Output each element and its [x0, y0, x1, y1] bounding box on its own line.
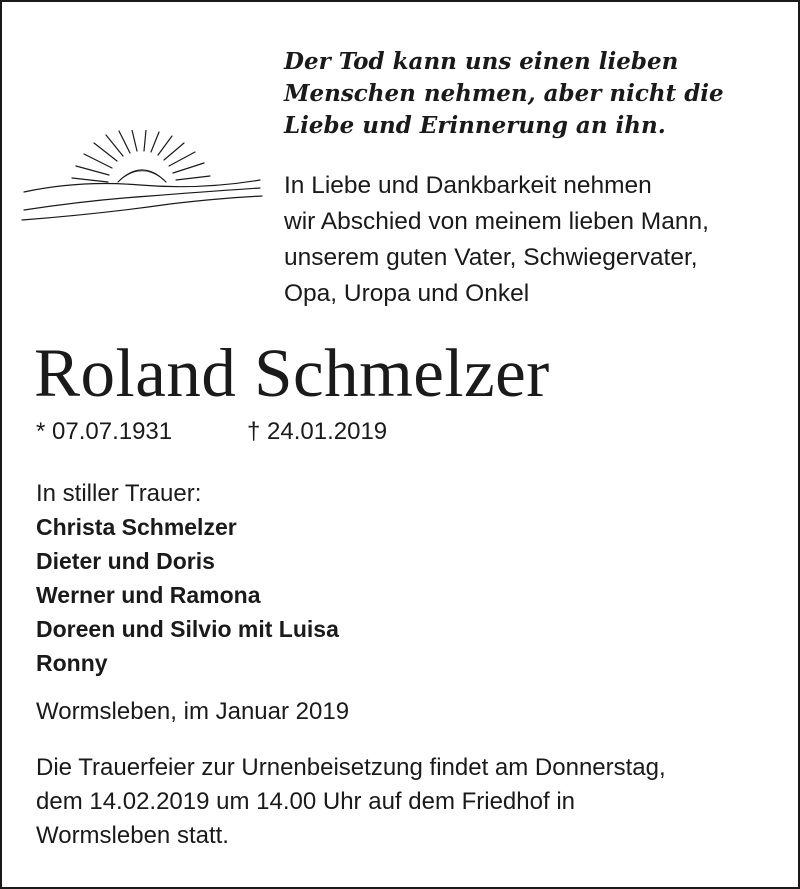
- farewell-text: [284, 168, 784, 312]
- birth-date: * 07.07.1931: [36, 418, 173, 445]
- mourner-name: Christa Schmelzer: [36, 514, 237, 540]
- farewell-line: wir Abschied von meinem lieben Mann,: [284, 208, 709, 235]
- memorial-quote: [284, 46, 784, 142]
- farewell-line: unserem guten Vater, Schwiegervater,: [284, 244, 698, 271]
- mourning-label: In stiller Trauer:: [36, 480, 202, 507]
- service-line: dem 14.02.2019 um 14.00 Uhr auf dem Friedhof in: [36, 788, 575, 815]
- quote-line: Liebe und Erinnerung an ihn.: [284, 112, 666, 139]
- deceased-name: Roland Schmelzer: [34, 335, 550, 411]
- mourner-name: Dieter und Doris: [36, 548, 215, 574]
- mourner-name: Werner und Ramona: [36, 582, 261, 608]
- death-date: † 24.01.2019: [247, 418, 388, 445]
- place-and-date: Wormsleben, im Januar 2019: [36, 698, 350, 725]
- farewell-line: Opa, Uropa und Onkel: [284, 280, 530, 307]
- service-line: Wormsleben statt.: [36, 822, 229, 849]
- farewell-line: In Liebe und Dankbarkeit nehmen: [284, 172, 652, 199]
- quote-line: Menschen nehmen, aber nicht die: [284, 80, 724, 107]
- mourners-list: [36, 510, 339, 680]
- mourner-name: Doreen und Silvio mit Luisa: [36, 616, 339, 642]
- quote-line: Der Tod kann uns einen lieben: [284, 48, 679, 75]
- sunrise-icon: [20, 130, 265, 226]
- life-dates: [36, 416, 388, 448]
- mourner-name: Ronny: [36, 650, 108, 676]
- service-line: Die Trauerfeier zur Urnenbeisetzung findet am Donnerstag,: [36, 754, 666, 781]
- service-info: [36, 751, 776, 853]
